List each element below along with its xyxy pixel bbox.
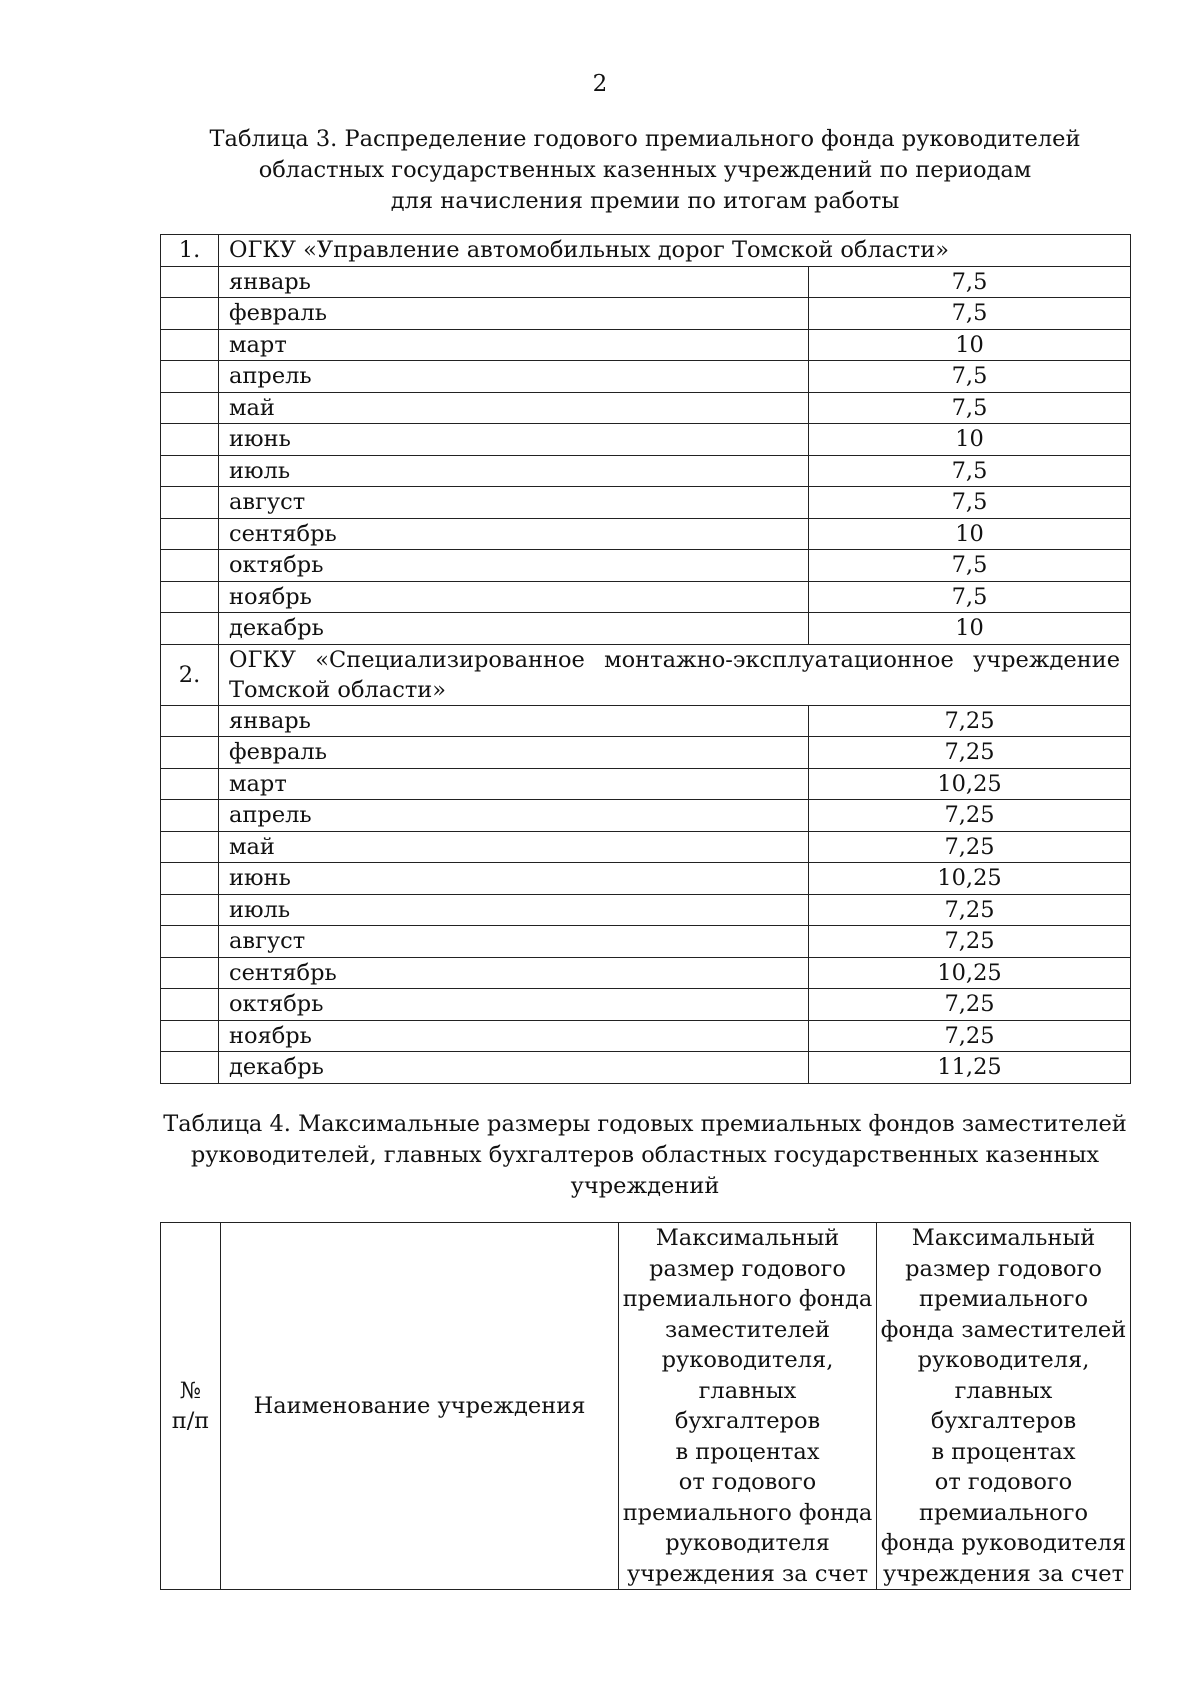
month-row (161, 518, 1131, 550)
org-name (219, 644, 1131, 705)
month-row (161, 1020, 1131, 1052)
month-row (161, 424, 1131, 456)
month-label: апрель (219, 361, 809, 393)
month-row (161, 329, 1131, 361)
header-line: № (179, 1378, 202, 1404)
header-line: заместителей (665, 1316, 830, 1343)
month-row (161, 613, 1131, 645)
month-label: март (219, 329, 809, 361)
month-value: 7,25 (809, 926, 1131, 958)
month-label: январь (219, 705, 809, 737)
month-value: 7,5 (809, 487, 1131, 519)
month-value: 7,25 (809, 989, 1131, 1021)
header-line: размер годового (649, 1255, 846, 1282)
row-number: 2. (161, 644, 219, 705)
header-line: бухгалтеров (930, 1408, 1077, 1434)
header-max-deputies-alt-cell (877, 1223, 1131, 1590)
header-line: учреждения за счет (626, 1560, 869, 1587)
table-4 (160, 1222, 1131, 1590)
org-name-line: Томской области» (229, 676, 447, 703)
month-label: январь (219, 266, 809, 298)
empty-number-cell (161, 989, 219, 1021)
month-value: 11,25 (809, 1052, 1131, 1084)
table-4-caption (160, 1109, 1130, 1202)
table-3-body (161, 235, 1131, 1084)
month-label: ноябрь (219, 581, 809, 613)
month-row (161, 455, 1131, 487)
table-3 (160, 234, 1131, 1084)
empty-number-cell (161, 1052, 219, 1084)
month-row (161, 768, 1131, 800)
month-value: 10,25 (809, 768, 1131, 800)
caption-line: руководителей, главных бухгалтеров областных государственных казенных (190, 1142, 1100, 1168)
month-value: 7,5 (809, 298, 1131, 330)
empty-number-cell (161, 361, 219, 393)
empty-number-cell (161, 424, 219, 456)
empty-number-cell (161, 737, 219, 769)
month-value: 10 (809, 613, 1131, 645)
empty-number-cell (161, 613, 219, 645)
header-line: премиального фонда (622, 1286, 873, 1312)
month-value: 7,25 (809, 800, 1131, 832)
month-label: декабрь (219, 1052, 809, 1084)
month-row (161, 298, 1131, 330)
empty-number-cell (161, 705, 219, 737)
empty-number-cell (161, 298, 219, 330)
month-value: 10 (809, 424, 1131, 456)
header-line: п/п (171, 1408, 210, 1434)
empty-number-cell (161, 550, 219, 582)
month-value: 7,5 (809, 361, 1131, 393)
header-max-deputies-cell (619, 1223, 877, 1590)
month-row (161, 894, 1131, 926)
month-label: октябрь (219, 550, 809, 582)
month-row (161, 737, 1131, 769)
header-line: от годового (678, 1469, 817, 1495)
month-row (161, 863, 1131, 895)
empty-number-cell (161, 863, 219, 895)
month-value: 7,25 (809, 831, 1131, 863)
month-value: 10,25 (809, 957, 1131, 989)
empty-number-cell (161, 768, 219, 800)
month-value: 7,5 (809, 266, 1131, 298)
header-line: бухгалтеров (674, 1408, 821, 1434)
empty-number-cell (161, 894, 219, 926)
header-line: в процентах (675, 1438, 820, 1465)
header-line: учреждения за счет (882, 1560, 1125, 1587)
month-label: июнь (219, 863, 809, 895)
month-row (161, 1052, 1131, 1084)
table-4-header-row (161, 1223, 1131, 1590)
month-value: 7,5 (809, 455, 1131, 487)
header-line: премиального (918, 1499, 1089, 1526)
empty-number-cell (161, 266, 219, 298)
month-label: октябрь (219, 989, 809, 1021)
month-row (161, 550, 1131, 582)
org-name-line: ОГКУ «Управление автомобильных дорог Томской области» (229, 237, 950, 264)
month-label: февраль (219, 737, 809, 769)
empty-number-cell (161, 518, 219, 550)
empty-number-cell (161, 455, 219, 487)
month-value: 7,5 (809, 392, 1131, 424)
header-line: от годового (934, 1469, 1073, 1495)
caption-line: Таблица 3. Распределение годового премиального фонда руководителей (209, 126, 1081, 152)
empty-number-cell (161, 487, 219, 519)
month-row (161, 800, 1131, 832)
caption-line: областных государственных казенных учреждений по периодам (258, 157, 1032, 183)
org-name-line: ОГКУ «Специализированное монтажно-эксплуатационное учреждение (229, 646, 1121, 673)
header-line: размер годового (905, 1255, 1102, 1282)
month-label: декабрь (219, 613, 809, 645)
month-row (161, 392, 1131, 424)
month-label: июль (219, 455, 809, 487)
empty-number-cell (161, 926, 219, 958)
month-row (161, 989, 1131, 1021)
header-line: премиального фонда (622, 1499, 873, 1526)
header-line: Максимальный (911, 1225, 1096, 1251)
month-value: 7,25 (809, 705, 1131, 737)
header-line: главных (698, 1377, 797, 1404)
month-value: 7,5 (809, 581, 1131, 613)
header-line: Максимальный (655, 1225, 840, 1251)
month-value: 10 (809, 329, 1131, 361)
month-label: сентябрь (219, 957, 809, 989)
month-label: июнь (219, 424, 809, 456)
page-number: 2 (592, 71, 608, 97)
caption-line: Таблица 4. Максимальные размеры годовых премиальных фондов заместителей (163, 1111, 1127, 1137)
month-row (161, 926, 1131, 958)
month-label: апрель (219, 800, 809, 832)
month-row (161, 487, 1131, 519)
empty-number-cell (161, 957, 219, 989)
org-row (161, 235, 1131, 267)
month-row (161, 705, 1131, 737)
month-label: август (219, 487, 809, 519)
month-value: 7,5 (809, 550, 1131, 582)
month-row (161, 957, 1131, 989)
month-row (161, 581, 1131, 613)
row-number: 1. (161, 235, 219, 267)
header-line: фонда заместителей (880, 1316, 1127, 1343)
month-label: май (219, 831, 809, 863)
caption-line: для начисления премии по итогам работы (390, 188, 900, 214)
month-label: сентябрь (219, 518, 809, 550)
month-label: май (219, 392, 809, 424)
month-value: 10,25 (809, 863, 1131, 895)
header-line: в процентах (931, 1438, 1076, 1465)
month-value: 7,25 (809, 1020, 1131, 1052)
month-label: март (219, 768, 809, 800)
month-row (161, 831, 1131, 863)
month-value: 7,25 (809, 894, 1131, 926)
empty-number-cell (161, 392, 219, 424)
month-value: 7,25 (809, 737, 1131, 769)
caption-line: учреждений (570, 1173, 720, 1199)
empty-number-cell (161, 329, 219, 361)
month-label: февраль (219, 298, 809, 330)
header-line: руководителя, (917, 1347, 1090, 1373)
month-label: август (219, 926, 809, 958)
month-value: 10 (809, 518, 1131, 550)
empty-number-cell (161, 1020, 219, 1052)
org-row (161, 644, 1131, 705)
header-name-cell: Наименование учреждения (221, 1223, 619, 1590)
month-label: ноябрь (219, 1020, 809, 1052)
header-line: премиального (918, 1286, 1089, 1312)
month-row (161, 361, 1131, 393)
org-name (219, 235, 1131, 267)
header-number-cell (161, 1223, 221, 1590)
header-line: фонда руководителя (880, 1530, 1127, 1556)
header-line: руководителя (665, 1530, 830, 1556)
header-line: главных (954, 1377, 1053, 1404)
month-row (161, 266, 1131, 298)
month-label: июль (219, 894, 809, 926)
empty-number-cell (161, 581, 219, 613)
empty-number-cell (161, 800, 219, 832)
empty-number-cell (161, 831, 219, 863)
header-line: руководителя, (661, 1347, 834, 1373)
table-3-caption (160, 124, 1130, 217)
